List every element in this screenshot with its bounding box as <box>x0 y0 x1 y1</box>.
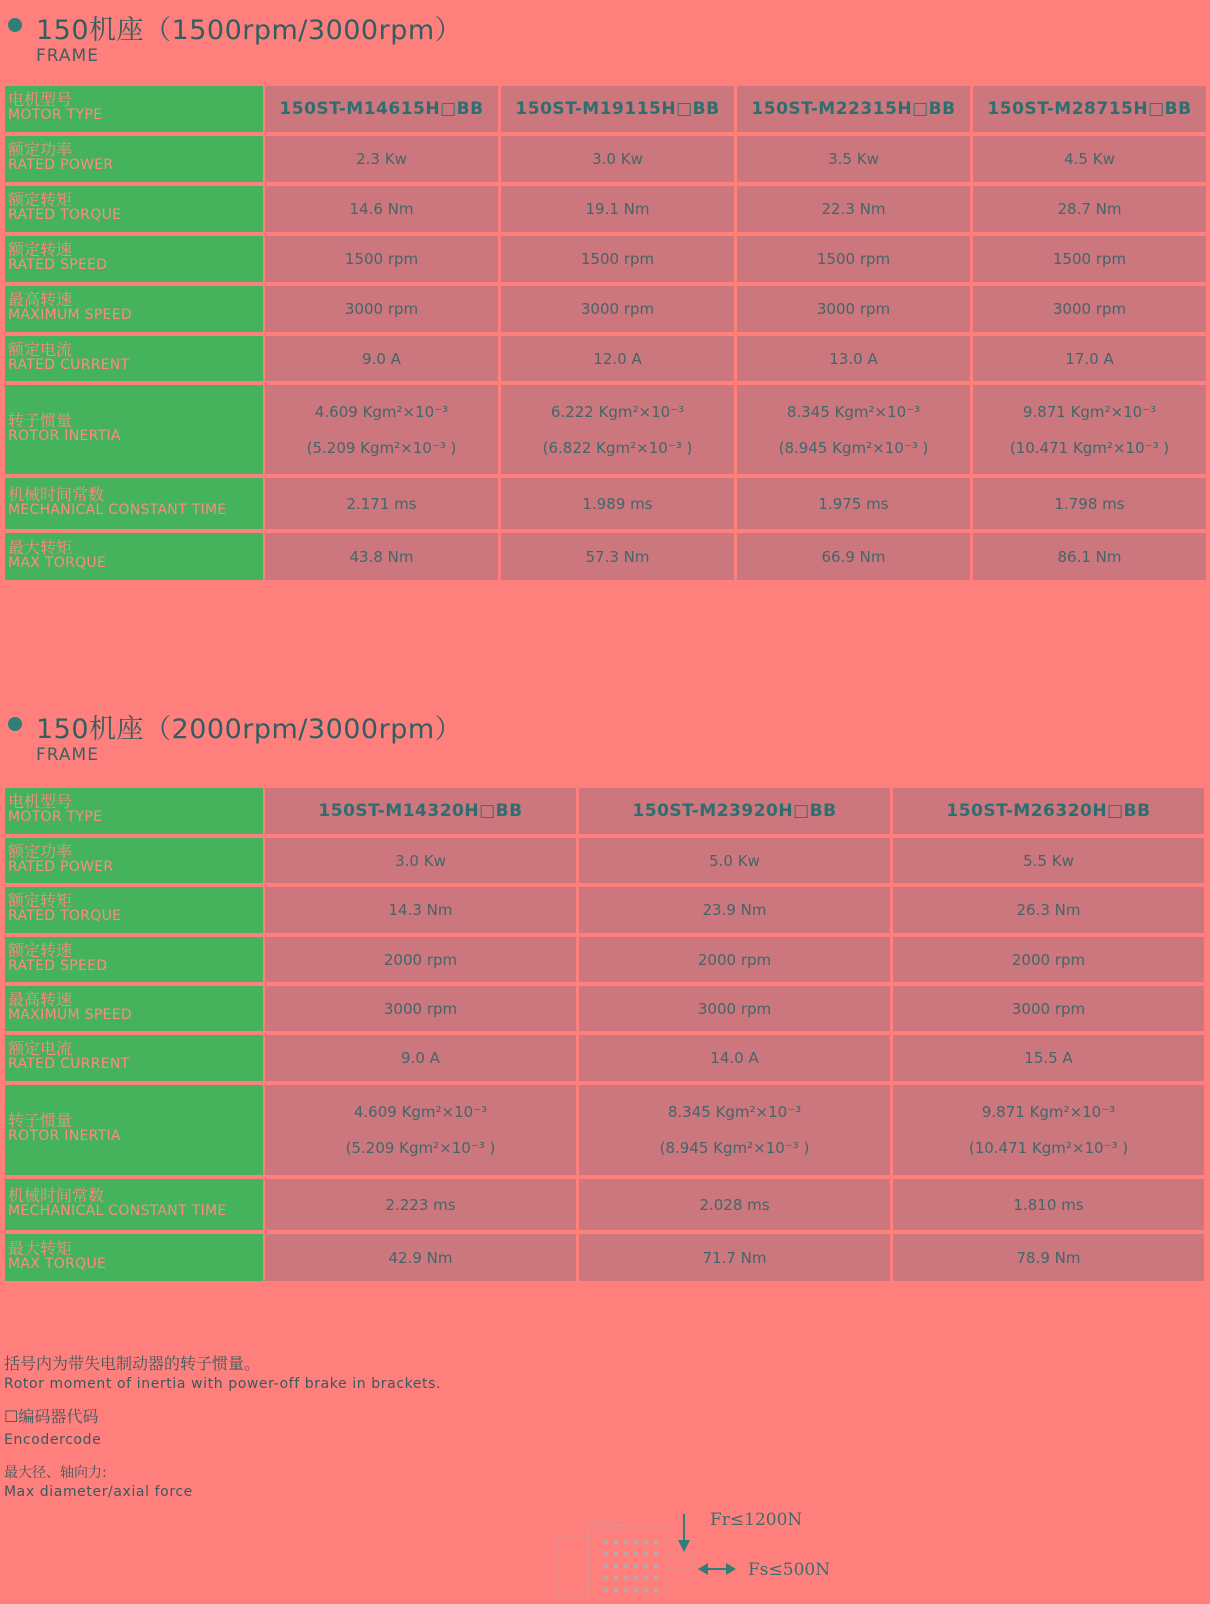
row-label-en: RATED CURRENT <box>8 356 130 373</box>
inertia-brake-value: (8.945 Kgm²×10⁻³ ) <box>778 438 929 457</box>
model-cell: 150ST-M19115H□BB <box>501 86 734 132</box>
row-label-cn: 额定电流 <box>8 1039 73 1058</box>
inertia-brake-value: (5.209 Kgm²×10⁻³ ) <box>345 1139 496 1157</box>
row-label <box>5 86 263 132</box>
value-cell: 57.3 Nm <box>501 533 734 580</box>
value-cell: 3.5 Kw <box>737 136 970 182</box>
row-label <box>5 1179 263 1230</box>
value-cell: 28.7 Nm <box>973 186 1206 232</box>
table-row <box>0 134 1210 184</box>
value-cell: 15.5 A <box>893 1035 1204 1081</box>
value-cell: 14.6 Nm <box>265 186 498 232</box>
row-label-cn: 最大转矩 <box>8 1238 73 1258</box>
inertia-value: 8.345 Kgm²×10⁻³ <box>786 402 921 421</box>
value-cell: 19.1 Nm <box>501 186 734 232</box>
note-en: Max diameter/axial force <box>4 1484 193 1500</box>
inertia-value: 4.609 Kgm²×10⁻³ <box>314 402 449 421</box>
note-cn: ☐编码器代码 <box>4 1407 99 1426</box>
row-label-en: RATED CURRENT <box>8 1056 130 1072</box>
inertia-value: 6.222 Kgm²×10⁻³ <box>550 402 685 421</box>
value-cell: 1.975 ms <box>737 478 970 529</box>
row-label-en: ROTOR INERTIA <box>8 1128 121 1144</box>
bullet-dot-icon <box>8 18 22 32</box>
row-label <box>5 937 263 982</box>
table-row <box>0 383 1210 476</box>
table-row <box>0 1033 1210 1083</box>
value-cell: 1500 rpm <box>265 236 498 282</box>
value-cell: 13.0 A <box>737 336 970 381</box>
row-label <box>5 478 263 529</box>
row-label-cn: 额定功率 <box>8 841 73 861</box>
note-max-force <box>4 1462 193 1500</box>
value-cell: 3000 rpm <box>737 286 970 332</box>
row-label-cn: 额定电流 <box>8 339 73 359</box>
bullet-dot-icon <box>8 717 22 731</box>
row-label-en: RATED POWER <box>8 157 114 173</box>
row-label-cn: 最大转矩 <box>8 537 73 557</box>
inertia-brake-value: (10.471 Kgm²×10⁻³ ) <box>968 1139 1129 1157</box>
model-cell: 150ST-M26320H□BB <box>893 788 1204 834</box>
table-row <box>0 935 1210 984</box>
table-row <box>0 284 1210 334</box>
value-cell: 9.0 A <box>265 336 498 381</box>
value-cell: 43.8 Nm <box>265 533 498 580</box>
inertia-value: 4.609 Kgm²×10⁻³ <box>353 1103 488 1121</box>
row-label-cn: 机械时间常数 <box>8 1185 105 1205</box>
value-cell: 86.1 Nm <box>973 533 1206 580</box>
note-en: Rotor moment of inertia with power-off brake in brackets. <box>4 1376 442 1392</box>
radial-force-label: Fr≤1200N <box>710 1510 803 1530</box>
value-cell <box>973 385 1206 474</box>
value-cell: 22.3 Nm <box>737 186 970 232</box>
value-cell <box>265 1085 576 1175</box>
table-row <box>0 984 1210 1033</box>
row-label-en: MAX TORQUE <box>8 1255 107 1272</box>
inertia-brake-value: (10.471 Kgm²×10⁻³ ) <box>1009 438 1170 457</box>
table-row <box>0 885 1210 935</box>
value-cell: 12.0 A <box>501 336 734 381</box>
note-cn: 最大径、轴向力: <box>4 1465 107 1481</box>
value-cell: 23.9 Nm <box>579 887 890 933</box>
section-title: 150机座（1500rpm/3000rpm） <box>36 15 463 46</box>
row-label <box>5 986 263 1031</box>
row-label <box>5 336 263 381</box>
row-label-en: RATED POWER <box>8 858 114 875</box>
value-cell: 1.989 ms <box>501 478 734 529</box>
row-label <box>5 186 263 232</box>
row-label <box>5 838 263 883</box>
value-cell: 5.0 Kw <box>579 838 890 883</box>
value-cell: 2.223 ms <box>265 1179 576 1230</box>
row-label <box>5 236 263 282</box>
value-cell: 3000 rpm <box>579 986 890 1031</box>
value-cell: 42.9 Nm <box>265 1234 576 1281</box>
row-label-en: MAX TORQUE <box>8 554 107 571</box>
table-row <box>0 84 1210 134</box>
value-cell: 14.0 A <box>579 1035 890 1081</box>
row-label-cn: 额定转矩 <box>8 891 73 910</box>
row-label-cn: 转子惯量 <box>8 1111 73 1130</box>
row-label-cn: 额定转速 <box>8 240 73 259</box>
value-cell: 3.0 Kw <box>501 136 734 182</box>
row-label-en: MECHANICAL CONSTANT TIME <box>8 501 227 518</box>
value-cell: 2.3 Kw <box>265 136 498 182</box>
value-cell <box>265 385 498 474</box>
value-cell: 1.798 ms <box>973 478 1206 529</box>
row-label <box>5 136 263 182</box>
table-row <box>0 1232 1210 1283</box>
table-row <box>0 1083 1210 1177</box>
value-cell: 26.3 Nm <box>893 887 1204 933</box>
value-cell: 3000 rpm <box>501 286 734 332</box>
inertia-value: 8.345 Kgm²×10⁻³ <box>667 1103 802 1121</box>
section-subtitle: FRAME <box>36 46 99 66</box>
value-cell: 14.3 Nm <box>265 887 576 933</box>
section-title: 150机座（2000rpm/3000rpm） <box>36 714 463 745</box>
row-label-cn: 最高转速 <box>8 989 73 1009</box>
value-cell: 71.7 Nm <box>579 1234 890 1281</box>
value-cell: 4.5 Kw <box>973 136 1206 182</box>
row-label-cn: 机械时间常数 <box>8 484 105 504</box>
table-row <box>0 786 1210 836</box>
row-label <box>5 533 263 580</box>
model-cell: 150ST-M14615H□BB <box>265 86 498 132</box>
row-label <box>5 1234 263 1281</box>
axial-force-label: Fs≤500N <box>748 1560 831 1580</box>
value-cell <box>737 385 970 474</box>
row-label-en: MOTOR TYPE <box>8 107 103 123</box>
row-label-cn: 最高转速 <box>8 290 73 309</box>
row-label-cn: 额定功率 <box>8 140 73 159</box>
row-label <box>5 1085 263 1175</box>
row-label-cn: 额定转速 <box>8 940 73 960</box>
row-label-cn: 转子惯量 <box>8 410 73 430</box>
row-label-cn: 额定转矩 <box>8 190 73 209</box>
row-label-en: MECHANICAL CONSTANT TIME <box>8 1202 227 1219</box>
section-subtitle: FRAME <box>36 745 99 765</box>
value-cell: 3000 rpm <box>265 286 498 332</box>
model-cell: 150ST-M22315H□BB <box>737 86 970 132</box>
value-cell: 66.9 Nm <box>737 533 970 580</box>
inertia-brake-value: (5.209 Kgm²×10⁻³ ) <box>306 438 457 457</box>
row-label <box>5 887 263 933</box>
row-label-en: RATED SPEED <box>8 257 108 273</box>
motor-force-diagram <box>556 1512 876 1600</box>
model-cell: 150ST-M14320H□BB <box>265 788 576 834</box>
value-cell: 78.9 Nm <box>893 1234 1204 1281</box>
note-encoder-code <box>4 1404 101 1448</box>
row-label <box>5 385 263 474</box>
table-row <box>0 234 1210 284</box>
row-label-en: RATED TORQUE <box>8 908 122 924</box>
row-label-en: MAXIMUM SPEED <box>8 1006 132 1023</box>
table-row <box>0 476 1210 531</box>
model-cell: 150ST-M28715H□BB <box>973 86 1206 132</box>
value-cell: 3000 rpm <box>265 986 576 1031</box>
value-cell: 1500 rpm <box>973 236 1206 282</box>
row-label-en: MOTOR TYPE <box>8 809 103 825</box>
value-cell: 3000 rpm <box>973 286 1206 332</box>
value-cell: 2000 rpm <box>579 937 890 982</box>
row-label-en: ROTOR INERTIA <box>8 427 121 444</box>
table-row <box>0 836 1210 885</box>
value-cell <box>501 385 734 474</box>
row-label <box>5 1035 263 1081</box>
table-row <box>0 184 1210 234</box>
inertia-value: 9.871 Kgm²×10⁻³ <box>981 1103 1116 1121</box>
note-brake-inertia <box>4 1351 441 1392</box>
value-cell: 1.810 ms <box>893 1179 1204 1230</box>
value-cell: 17.0 A <box>973 336 1206 381</box>
value-cell: 2000 rpm <box>893 937 1204 982</box>
note-en: Encodercode <box>4 1432 102 1448</box>
value-cell: 9.0 A <box>265 1035 576 1081</box>
value-cell: 2.028 ms <box>579 1179 890 1230</box>
value-cell: 5.5 Kw <box>893 838 1204 883</box>
value-cell <box>579 1085 890 1175</box>
table-row <box>0 1177 1210 1232</box>
row-label-en: RATED TORQUE <box>8 207 122 223</box>
value-cell: 3000 rpm <box>893 986 1204 1031</box>
value-cell: 2.171 ms <box>265 478 498 529</box>
value-cell: 1500 rpm <box>737 236 970 282</box>
inertia-value: 9.871 Kgm²×10⁻³ <box>1022 402 1157 421</box>
table-row <box>0 531 1210 582</box>
row-label <box>5 788 263 834</box>
row-label-cn: 电机型号 <box>8 90 73 109</box>
value-cell: 3.0 Kw <box>265 838 576 883</box>
value-cell: 1500 rpm <box>501 236 734 282</box>
row-label-en: RATED SPEED <box>8 957 108 974</box>
inertia-brake-value: (8.945 Kgm²×10⁻³ ) <box>659 1139 810 1157</box>
note-cn: 括号内为带失电制动器的转子惯量。 <box>4 1354 261 1373</box>
model-cell: 150ST-M23920H□BB <box>579 788 890 834</box>
row-label-en: MAXIMUM SPEED <box>8 307 132 323</box>
value-cell <box>893 1085 1204 1175</box>
row-label <box>5 286 263 332</box>
value-cell: 2000 rpm <box>265 937 576 982</box>
row-label-cn: 电机型号 <box>8 792 73 811</box>
table-row <box>0 334 1210 383</box>
inertia-brake-value: (6.822 Kgm²×10⁻³ ) <box>542 438 693 457</box>
